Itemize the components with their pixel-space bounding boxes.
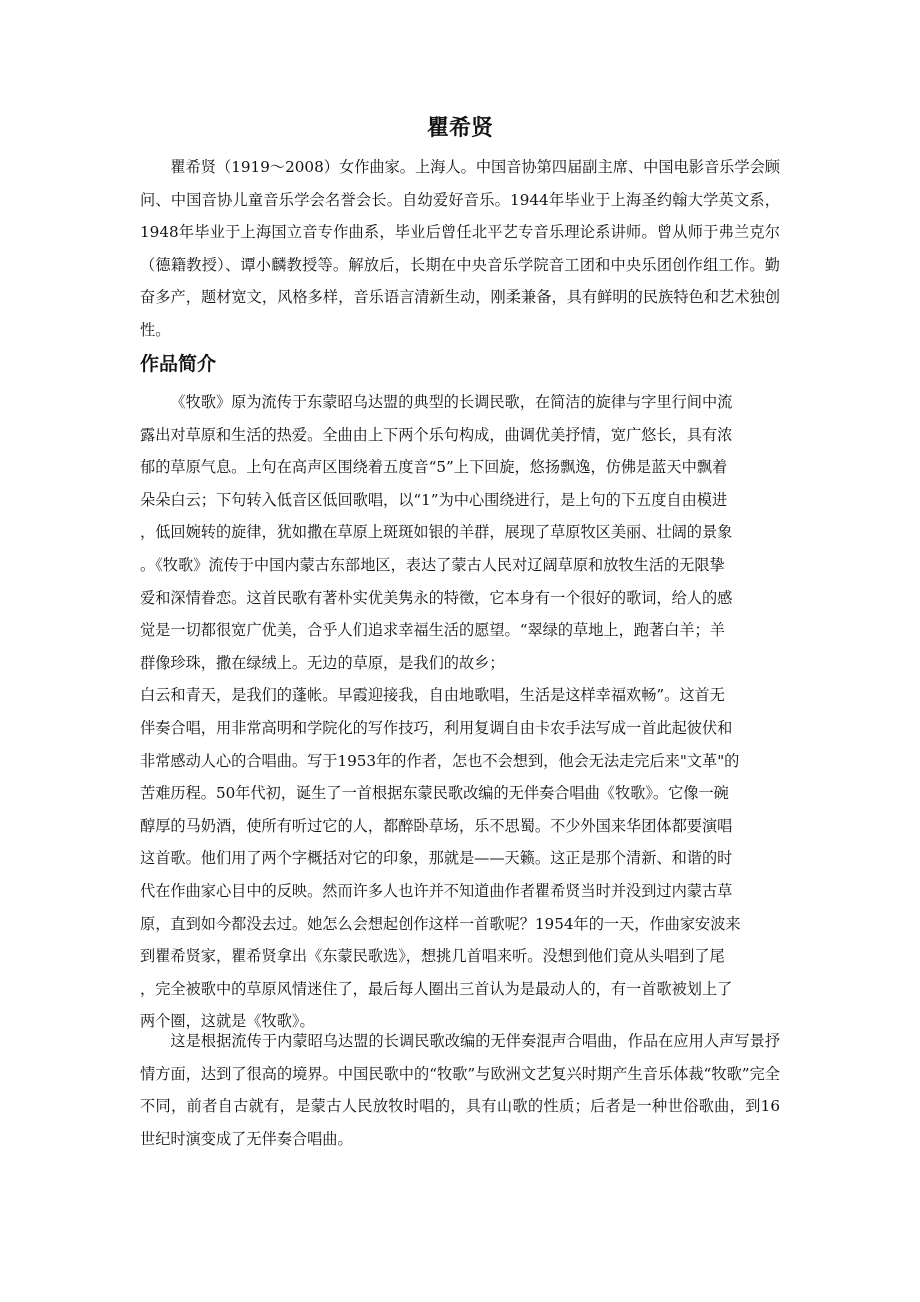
- paragraph-line: 到瞿希贤家，瞿希贤拿出《东蒙民歌选》，想挑几首唱来听。没想到他们竟从头唱到了尾: [140, 947, 725, 966]
- paragraph-line: ，完全被歌中的草原风情迷住了，最后每人圈出三首认为是最动人的，有一首歌被划上了: [140, 979, 733, 998]
- closing-paragraph: 这是根据流传于内蒙昭乌达盟的长调民歌改编的无伴奏混声合唱曲，作品在应用人声写景抒情方面，达到了很高的境界。中国民歌中的“牧歌”与欧洲文艺复兴时期产生音乐体裁“牧歌”完全不同，前者自古就有，是蒙古人民放牧时唱的，具有山歌的性质；后者是一种世俗歌曲，到16世纪时演变成了无伴奏合唱曲。: [140, 1032, 780, 1148]
- paragraph-line: 原，直到如今都没去过。她怎么会想起创作这样一首歌呢？1954年的一天，作曲家安波来: [140, 914, 741, 933]
- paragraph-line: 朵朵白云；下句转入低音区低回歌唱，以“1”为中心围绕进行，是上句的下五度自由模进: [140, 490, 728, 509]
- paragraph-line: 。《牧歌》流传于中国内蒙古东部地区，表达了蒙古人民对辽阔草原和放牧生活的无限挚: [140, 555, 725, 574]
- bio-paragraph: 瞿希贤（1919～2008）女作曲家。上海人。中国音协第四届副主席、中国电影音乐学会顾问、中国音协儿童音乐学会名誉会长。自幼爱好音乐。1944年毕业于上海圣约翰大学英文系，1948年毕业于上海国立音专作曲系，毕业后曾任北平艺专音乐理论系讲师。曾从师于弗兰克尔（德籍教授）、谭小麟教授等。解放后，长期在中央音乐学院音工团和中央乐团创作组工作。勤奋多产，题材宽文，风格多样，音乐语言清新生动，刚柔兼备，具有鲜明的民族特色和艺术独创性。: [140, 158, 780, 339]
- paragraph-line: 《牧歌》原为流传于东蒙昭乌达盟的典型的长调民歌，在简洁的旋律与字里行间中流: [170, 393, 733, 411]
- paragraph-line: 两个圈，这就是《牧歌》。: [140, 1012, 315, 1031]
- paragraph-line: 白云和青天，是我们的蓬帐。早霞迎接我，自由地歌唱，生活是这样幸福欢畅”。这首无: [140, 686, 725, 705]
- paragraph-line: 这首歌。他们用了两个字概括对它的印象，那就是——天籁。这正是那个清新、和谐的时: [140, 849, 733, 868]
- intro-paragraph: [140, 386, 780, 1038]
- paragraph-line: 郁的草原气息。上句在高声区围绕着五度音“5”上下回旋，悠扬飘逸，仿佛是蓝天中飘着: [140, 458, 728, 477]
- paragraph-line: 群像珍珠，撒在绿绒上。无边的草原，是我们的故乡；: [140, 653, 505, 672]
- paragraph-line: 觉是一切都很宽广优美，合乎人们追求幸福生活的愿望。“翠绿的草地上，跑著白羊；羊: [140, 621, 725, 640]
- page-title: 瞿希贤: [426, 116, 493, 141]
- paragraph-line: 代在作曲家心目中的反映。然而许多人也许并不知道曲作者瞿希贤当时并没到过内蒙古草: [140, 881, 733, 900]
- paragraph-line: 伴奏合唱，用非常高明和学院化的写作技巧，利用复调自由卡农手法写成一首此起彼伏和: [140, 718, 733, 737]
- paragraph-line: 苦难历程。50年代初，诞生了一首根据东蒙民歌改编的无伴奏合唱曲《牧歌》。它像一碗: [140, 784, 729, 803]
- paragraph-line: 醇厚的马奶酒，使所有听过它的人，都醉卧草场，乐不思蜀。不少外国来华团体都要演唱: [140, 816, 733, 835]
- paragraph-line: 非常感动人心的合唱曲。写于1953年的作者，怎也不会想到，他会无法走完后来"文革"的: [140, 751, 740, 770]
- paragraph-line: 爱和深情眷恋。这首民歌有著朴实优美隽永的特徵，它本身有一个很好的歌词，给人的感: [140, 588, 733, 607]
- paragraph-line: ，低回婉转的旋律，犹如撒在草原上斑斑如银的羊群，展现了草原牧区美丽、壮阔的景象: [140, 523, 733, 542]
- section-heading: 作品简介: [140, 353, 217, 375]
- paragraph-line: 露出对草原和生活的热爱。全曲由上下两个乐句构成，曲调优美抒情，宽广悠长，具有浓: [140, 425, 733, 444]
